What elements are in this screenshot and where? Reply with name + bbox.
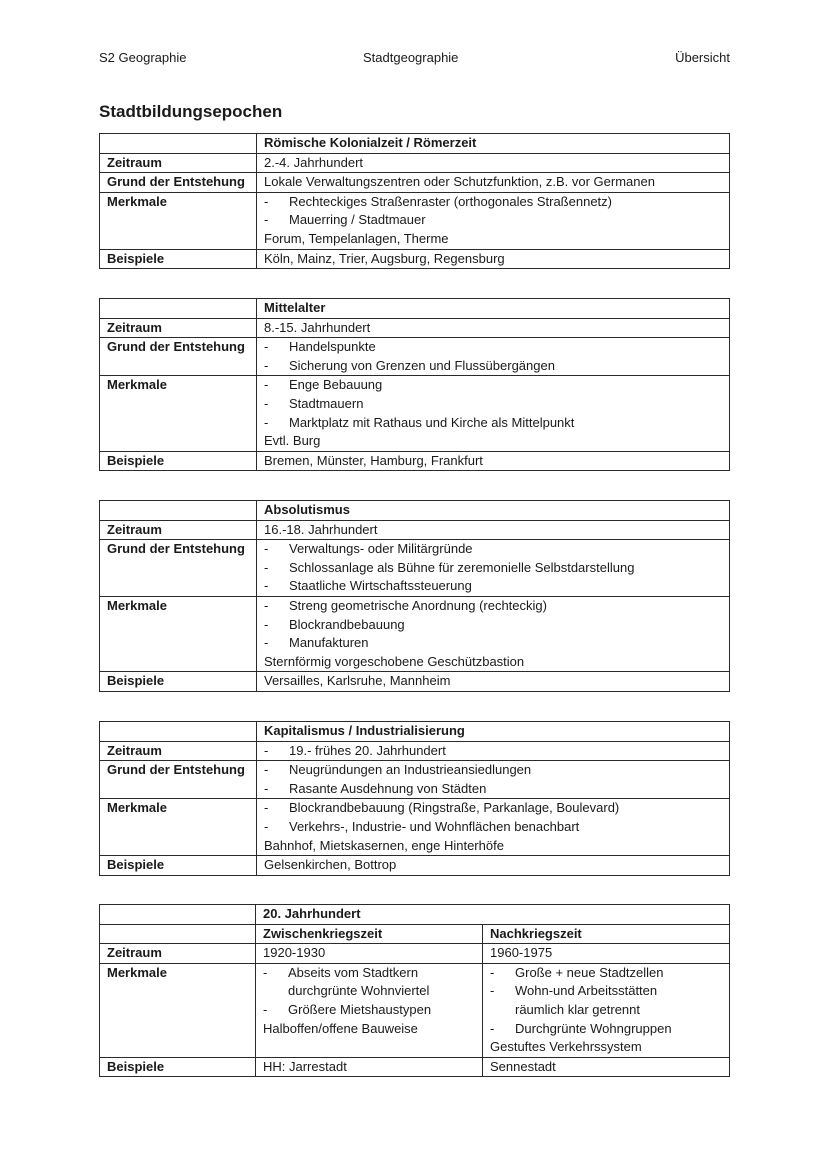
merkmale-cell <box>257 596 730 671</box>
list-item: - Verkehrs-, Industrie- und Wohnflächen benachbart <box>264 818 722 837</box>
list-item: - Abseits vom Stadtkern <box>263 964 475 983</box>
merkmale-cell <box>257 192 730 249</box>
zeitraum-nach: 1960-1975 <box>483 944 730 964</box>
table-industrialisierung <box>99 721 730 876</box>
list-item-continuation: räumlich klar getrennt <box>515 1001 640 1017</box>
row-label-zeitraum: Zeitraum <box>100 318 257 338</box>
table-roemerzeit <box>99 133 730 269</box>
beispiele-zwischen: HH: Jarrestadt <box>256 1057 483 1077</box>
list-item: - 19.- frühes 20. Jahrhundert <box>264 742 722 761</box>
page-title: Stadtbildungsepochen <box>99 102 283 121</box>
merkmale-extra: Gestuftes Verkehrssystem <box>490 1039 642 1055</box>
table-heading: 20. Jahrhundert <box>256 905 730 925</box>
list-item: - Rechteckiges Straßenraster (orthogonales Straßennetz) <box>264 193 722 212</box>
list-item: - Mauerring / Stadtmauer <box>264 211 722 230</box>
merkmale-nach-cell <box>483 963 730 1057</box>
row-label-grund: Grund der Entstehung <box>100 540 257 597</box>
merkmale-extra: Sternförmig vorgeschobene Geschützbastion <box>264 653 525 669</box>
header-subject: S2 Geographie <box>99 50 187 65</box>
row-label-beispiele: Beispiele <box>100 672 257 692</box>
list-item: - Rasante Ausdehnung von Städten <box>264 780 722 799</box>
zeitraum-value: 8.-15. Jahrhundert <box>257 318 730 338</box>
beispiele-value: Gelsenkirchen, Bottrop <box>257 856 730 876</box>
list-item: - Streng geometrische Anordnung (rechteckig) <box>264 597 722 616</box>
table-absolutismus <box>99 500 730 692</box>
row-label-zeitraum: Zeitraum <box>100 944 256 964</box>
merkmale-zwischen-cell <box>256 963 483 1057</box>
table-corner-cell <box>100 722 257 742</box>
row-label-beispiele: Beispiele <box>100 1057 256 1077</box>
row-label-merkmale: Merkmale <box>100 963 256 1057</box>
merkmale-extra: Evtl. Burg <box>264 433 321 449</box>
table-20-jahrhundert <box>99 904 730 1077</box>
row-label-beispiele: Beispiele <box>100 451 257 471</box>
list-item: - Manufakturen <box>264 634 722 653</box>
list-item: - Große + neue Stadtzellen <box>490 964 722 983</box>
table-mittelalter <box>99 298 730 471</box>
merkmale-cell <box>257 799 730 856</box>
list-item: - Marktplatz mit Rathaus und Kirche als Mittelpunkt <box>264 414 722 433</box>
table-heading: Mittelalter <box>257 299 730 319</box>
row-label-merkmale: Merkmale <box>100 192 257 249</box>
row-label-zeitraum: Zeitraum <box>100 520 257 540</box>
merkmale-extra: Halboffen/offene Bauweise <box>263 1020 418 1036</box>
row-label-merkmale: Merkmale <box>100 799 257 856</box>
row-label-beispiele: Beispiele <box>100 856 257 876</box>
merkmale-cell <box>257 376 730 451</box>
list-item: - Neugründungen an Industrieansiedlungen <box>264 761 722 780</box>
row-label-beispiele: Beispiele <box>100 249 257 269</box>
row-label-grund: Grund der Entstehung <box>100 173 257 193</box>
merkmale-extra: Forum, Tempelanlagen, Therme <box>264 230 449 246</box>
row-label-merkmale: Merkmale <box>100 596 257 671</box>
row-label-zeitraum: Zeitraum <box>100 153 257 173</box>
grund-cell <box>257 338 730 376</box>
header-topic: Stadtgeographie <box>363 50 459 65</box>
list-item: - Größere Mietshaustypen <box>263 1001 475 1020</box>
table-heading: Kapitalismus / Industrialisierung <box>257 722 730 742</box>
zeitraum-value: 16.-18. Jahrhundert <box>257 520 730 540</box>
list-item: - Blockrandbebauung <box>264 616 722 635</box>
list-item-continuation: durchgrünte Wohnviertel <box>288 983 430 999</box>
column-heading-nachkriegszeit: Nachkriegszeit <box>483 924 730 944</box>
zeitraum-value: 2.-4. Jahrhundert <box>257 153 730 173</box>
list-item: - Staatliche Wirtschaftssteuerung <box>264 577 722 596</box>
table-heading: Römische Kolonialzeit / Römerzeit <box>257 134 730 154</box>
beispiele-nach: Sennestadt <box>483 1057 730 1077</box>
row-label-grund: Grund der Entstehung <box>100 338 257 376</box>
list-item: - Wohn-und Arbeitsstätten <box>490 982 722 1001</box>
grund-value: Lokale Verwaltungszentren oder Schutzfunktion, z.B. vor Germanen <box>257 173 730 193</box>
list-item: - Verwaltungs- oder Militärgründe <box>264 540 722 559</box>
table-corner-cell <box>100 501 257 521</box>
table-corner-cell <box>100 134 257 154</box>
header-type: Übersicht <box>675 50 730 65</box>
zeitraum-zwischen: 1920-1930 <box>256 944 483 964</box>
grund-cell <box>257 761 730 799</box>
list-item: - Stadtmauern <box>264 395 722 414</box>
zeitraum-cell <box>257 741 730 761</box>
table-corner-cell <box>100 299 257 319</box>
row-label-zeitraum: Zeitraum <box>100 741 257 761</box>
list-item: - Schlossanlage als Bühne für zeremonielle Selbstdarstellung <box>264 559 722 578</box>
merkmale-extra: Bahnhof, Mietskasernen, enge Hinterhöfe <box>264 837 504 853</box>
list-item: - Handelspunkte <box>264 338 722 357</box>
column-heading-zwischenkriegszeit: Zwischenkriegszeit <box>256 924 483 944</box>
row-label-grund: Grund der Entstehung <box>100 761 257 799</box>
list-item: - Enge Bebauung <box>264 376 722 395</box>
table-corner-cell <box>100 924 256 944</box>
table-heading: Absolutismus <box>257 501 730 521</box>
list-item: - Durchgrünte Wohngruppen <box>490 1020 722 1039</box>
grund-cell <box>257 540 730 597</box>
list-item: - Sicherung von Grenzen und Flussübergängen <box>264 357 722 376</box>
beispiele-value: Köln, Mainz, Trier, Augsburg, Regensburg <box>257 249 730 269</box>
row-label-merkmale: Merkmale <box>100 376 257 451</box>
beispiele-value: Versailles, Karlsruhe, Mannheim <box>257 672 730 692</box>
beispiele-value: Bremen, Münster, Hamburg, Frankfurt <box>257 451 730 471</box>
list-item: - Blockrandbebauung (Ringstraße, Parkanlage, Boulevard) <box>264 799 722 818</box>
table-corner-cell <box>100 905 256 925</box>
